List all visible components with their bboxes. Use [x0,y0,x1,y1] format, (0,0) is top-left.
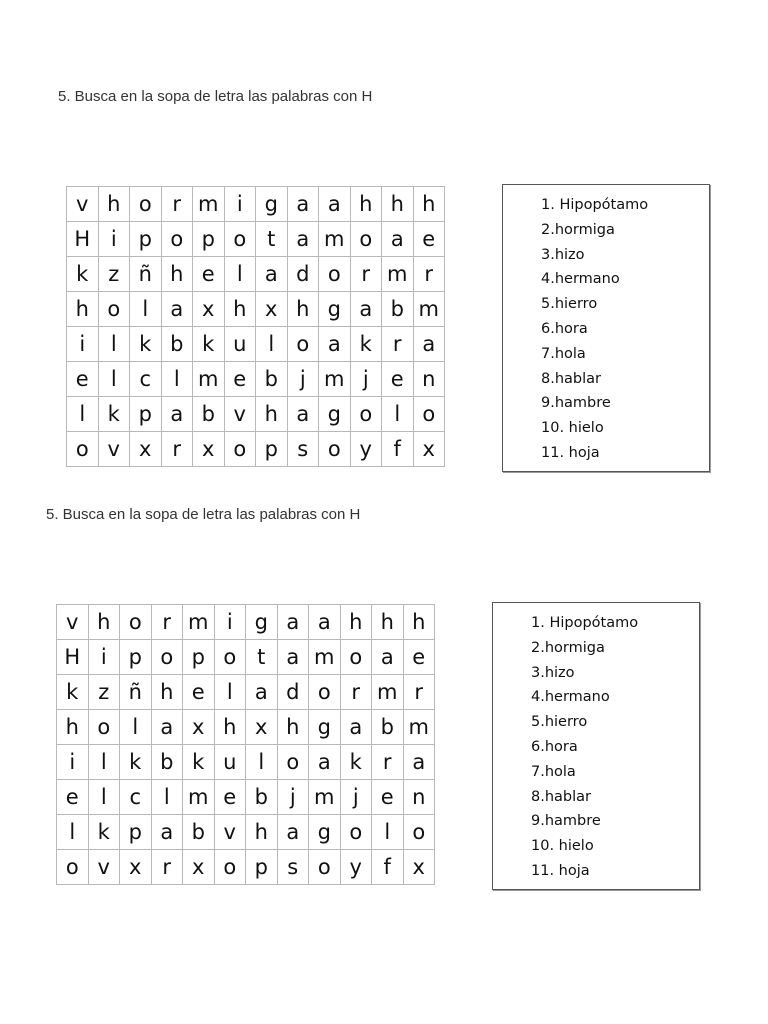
grid-cell: h [151,675,183,710]
word-list-item: 1. Hipopótamo [541,197,649,213]
grid-cell: i [57,745,89,780]
grid-cell: o [287,327,319,362]
grid-cell: o [319,432,351,467]
grid-cell: e [382,362,414,397]
grid-cell: a [151,710,183,745]
word-list-item: 7.hola [541,345,586,362]
grid-cell: m [193,362,225,397]
grid-cell: g [319,292,351,327]
grid-row [67,327,445,362]
grid-cell: i [214,605,246,640]
grid-cell: o [319,257,351,292]
grid-cell: l [246,745,278,780]
grid-cell: o [161,222,193,257]
grid-cell: x [183,710,215,745]
grid-cell: u [214,745,246,780]
word-list-item: 5.hierro [541,296,598,313]
grid-cell: z [98,257,130,292]
grid-cell: j [350,362,382,397]
grid-cell: o [130,187,162,222]
grid-cell: o [214,640,246,675]
grid-cell: h [372,605,404,640]
grid-cell: h [256,397,288,432]
grid-cell: r [151,605,183,640]
grid-row [57,815,435,850]
grid-cell: r [350,257,382,292]
grid-cell: o [57,850,89,885]
grid-cell: r [161,432,193,467]
grid-row [57,710,435,745]
grid-cell: h [382,187,414,222]
grid-cell: j [287,362,319,397]
grid-cell: r [161,187,193,222]
grid-cell: m [382,257,414,292]
grid-cell: a [161,292,193,327]
grid-cell: o [224,222,256,257]
grid-cell: h [98,187,130,222]
grid-cell: m [183,780,215,815]
grid-cell: l [130,292,162,327]
grid-cell: l [57,815,89,850]
grid-cell: o [98,292,130,327]
grid-cell: f [382,432,414,467]
grid-cell: x [256,292,288,327]
grid-cell: a [287,397,319,432]
grid-cell: h [350,187,382,222]
grid-cell: r [340,675,372,710]
word-list-item: 8.hablar [531,788,591,805]
grid-cell: e [193,257,225,292]
grid-row [67,362,445,397]
grid-cell: x [403,850,435,885]
grid-cell: a [413,327,445,362]
grid-cell: h [277,710,309,745]
grid-cell: m [403,710,435,745]
grid-cell: a [256,257,288,292]
grid-cell: m [319,222,351,257]
grid-cell: o [350,222,382,257]
grid-cell: j [277,780,309,815]
grid-cell: m [413,292,445,327]
grid-cell: a [246,675,278,710]
grid-cell: f [372,850,404,885]
grid-cell: i [67,327,99,362]
grid-cell: r [372,745,404,780]
grid-cell: k [350,327,382,362]
grid-cell: x [413,432,445,467]
grid-cell: g [319,397,351,432]
grid-cell: c [130,362,162,397]
grid-cell: h [214,710,246,745]
exercise-section-2 [0,418,768,879]
grid-cell: e [183,675,215,710]
grid-cell: l [88,780,120,815]
grid-cell: o [413,397,445,432]
word-list-item: 4.hermano [541,271,620,288]
word-list-item: 3.hizo [541,246,585,263]
grid-cell: o [214,850,246,885]
grid-cell: a [287,187,319,222]
grid-cell: b [193,397,225,432]
exercise-title: 5. Busca en la sopa de letra las palabras con H [46,506,361,523]
grid-cell: a [151,815,183,850]
grid-cell: e [224,362,256,397]
grid-cell: a [277,640,309,675]
grid-cell: o [340,640,372,675]
grid-cell: i [98,222,130,257]
word-list-item: 2.hormiga [531,639,605,656]
grid-cell: e [214,780,246,815]
grid-cell: v [57,605,89,640]
word-list-box [492,602,700,890]
word-list-item: 10. hielo [531,838,594,855]
grid-cell: p [120,640,152,675]
word-list-item: 8.hablar [541,370,601,387]
grid-cell: l [151,780,183,815]
grid-cell: m [309,780,341,815]
grid-cell: h [57,710,89,745]
grid-row [67,222,445,257]
grid-cell: a [372,640,404,675]
grid-cell: ñ [120,675,152,710]
word-list-item: 11. hoja [541,444,600,461]
grid-cell: u [224,327,256,362]
word-list-item: 5.hierro [531,714,588,731]
grid-cell: g [309,710,341,745]
grid-cell: e [372,780,404,815]
grid-cell: b [183,815,215,850]
word-list-item: 11. hoja [531,862,590,879]
grid-cell: k [98,397,130,432]
word-list-item: 6.hora [531,738,578,755]
grid-cell: a [277,605,309,640]
grid-cell: t [246,640,278,675]
grid-cell: v [214,815,246,850]
grid-cell: v [67,187,99,222]
grid-cell: x [246,710,278,745]
word-list-item: 2.hormiga [541,221,615,238]
grid-cell: o [309,850,341,885]
grid-cell: a [403,745,435,780]
grid-cell: h [413,187,445,222]
grid-cell: a [309,605,341,640]
grid-cell: o [403,815,435,850]
grid-cell: m [319,362,351,397]
grid-cell: r [151,850,183,885]
grid-cell: a [319,187,351,222]
grid-cell: l [372,815,404,850]
grid-cell: ñ [130,257,162,292]
grid-cell: h [340,605,372,640]
grid-cell: g [309,815,341,850]
word-search-grid [56,604,435,885]
grid-cell: p [120,815,152,850]
grid-cell: r [382,327,414,362]
grid-cell: o [350,397,382,432]
grid-cell: l [67,397,99,432]
grid-cell: n [413,362,445,397]
grid-row [67,292,445,327]
grid-cell: H [67,222,99,257]
grid-cell: l [88,745,120,780]
exercise-section-1 [0,0,768,461]
grid-cell: l [161,362,193,397]
grid-cell: j [340,780,372,815]
grid-row [57,745,435,780]
grid-cell: p [183,640,215,675]
grid-cell: s [287,432,319,467]
grid-cell: o [340,815,372,850]
grid-cell: k [120,745,152,780]
grid-cell: s [277,850,309,885]
grid-row [57,850,435,885]
grid-cell: i [224,187,256,222]
grid-row [67,257,445,292]
grid-cell: x [193,292,225,327]
grid-cell: v [88,850,120,885]
grid-cell: b [161,327,193,362]
grid-cell: a [161,397,193,432]
grid-cell: a [340,710,372,745]
grid-cell: k [193,327,225,362]
grid-cell: x [130,432,162,467]
word-list-item: 3.hizo [531,664,575,681]
grid-cell: d [277,675,309,710]
grid-cell: p [256,432,288,467]
grid-cell: h [287,292,319,327]
grid-cell: b [151,745,183,780]
grid-cell: c [120,780,152,815]
grid-cell: a [350,292,382,327]
grid-cell: a [319,327,351,362]
grid-cell: k [57,675,89,710]
grid-cell: l [256,327,288,362]
grid-cell: h [403,605,435,640]
grid-cell: a [287,222,319,257]
grid-cell: h [246,815,278,850]
grid-cell: h [67,292,99,327]
grid-cell: k [88,815,120,850]
grid-cell: r [413,257,445,292]
grid-cell: v [224,397,256,432]
grid-row [57,640,435,675]
grid-cell: k [340,745,372,780]
grid-cell: g [256,187,288,222]
grid-cell: v [98,432,130,467]
grid-cell: h [161,257,193,292]
grid-cell: x [120,850,152,885]
word-list-item: 9.hambre [531,813,601,830]
grid-cell: a [382,222,414,257]
grid-cell: x [193,432,225,467]
grid-cell: z [88,675,120,710]
grid-cell: l [382,397,414,432]
grid-cell: b [372,710,404,745]
grid-cell: e [413,222,445,257]
grid-cell: l [120,710,152,745]
grid-cell: y [340,850,372,885]
grid-cell: o [120,605,152,640]
grid-row [67,187,445,222]
grid-cell: o [277,745,309,780]
grid-cell: n [403,780,435,815]
grid-cell: o [224,432,256,467]
grid-cell: d [287,257,319,292]
grid-cell: a [309,745,341,780]
grid-row [57,605,435,640]
grid-cell: b [246,780,278,815]
grid-cell: m [193,187,225,222]
grid-cell: b [382,292,414,327]
grid-cell: l [98,327,130,362]
grid-cell: h [88,605,120,640]
grid-cell: m [183,605,215,640]
grid-cell: g [246,605,278,640]
grid-row [57,675,435,710]
grid-cell: o [67,432,99,467]
grid-cell: l [98,362,130,397]
grid-cell: p [246,850,278,885]
grid-cell: k [183,745,215,780]
grid-cell: o [88,710,120,745]
grid-cell: o [151,640,183,675]
grid-cell: k [130,327,162,362]
grid-cell: e [403,640,435,675]
grid-cell: e [67,362,99,397]
word-list-item: 7.hola [531,763,576,780]
grid-cell: H [57,640,89,675]
grid-cell: p [130,397,162,432]
grid-cell: m [372,675,404,710]
grid-cell: h [224,292,256,327]
word-list-item: 9.hambre [541,395,611,412]
grid-cell: t [256,222,288,257]
grid-cell: p [193,222,225,257]
grid-cell: b [256,362,288,397]
grid-cell: x [183,850,215,885]
grid-cell: a [277,815,309,850]
grid-cell: y [350,432,382,467]
grid-cell: e [57,780,89,815]
grid-cell: p [130,222,162,257]
word-list-item: 1. Hipopótamo [531,615,639,631]
grid-cell: i [88,640,120,675]
word-list-item: 6.hora [541,320,588,337]
grid-cell: r [403,675,435,710]
grid-cell: k [67,257,99,292]
grid-cell: o [309,675,341,710]
word-list [493,603,699,884]
word-list-item: 10. hielo [541,420,604,437]
grid-cell: l [224,257,256,292]
grid-row [57,780,435,815]
grid-cell: l [214,675,246,710]
word-list-item: 4.hermano [531,689,610,706]
exercise-title: 5. Busca en la sopa de letra las palabras con H [58,88,373,105]
grid-cell: m [309,640,341,675]
